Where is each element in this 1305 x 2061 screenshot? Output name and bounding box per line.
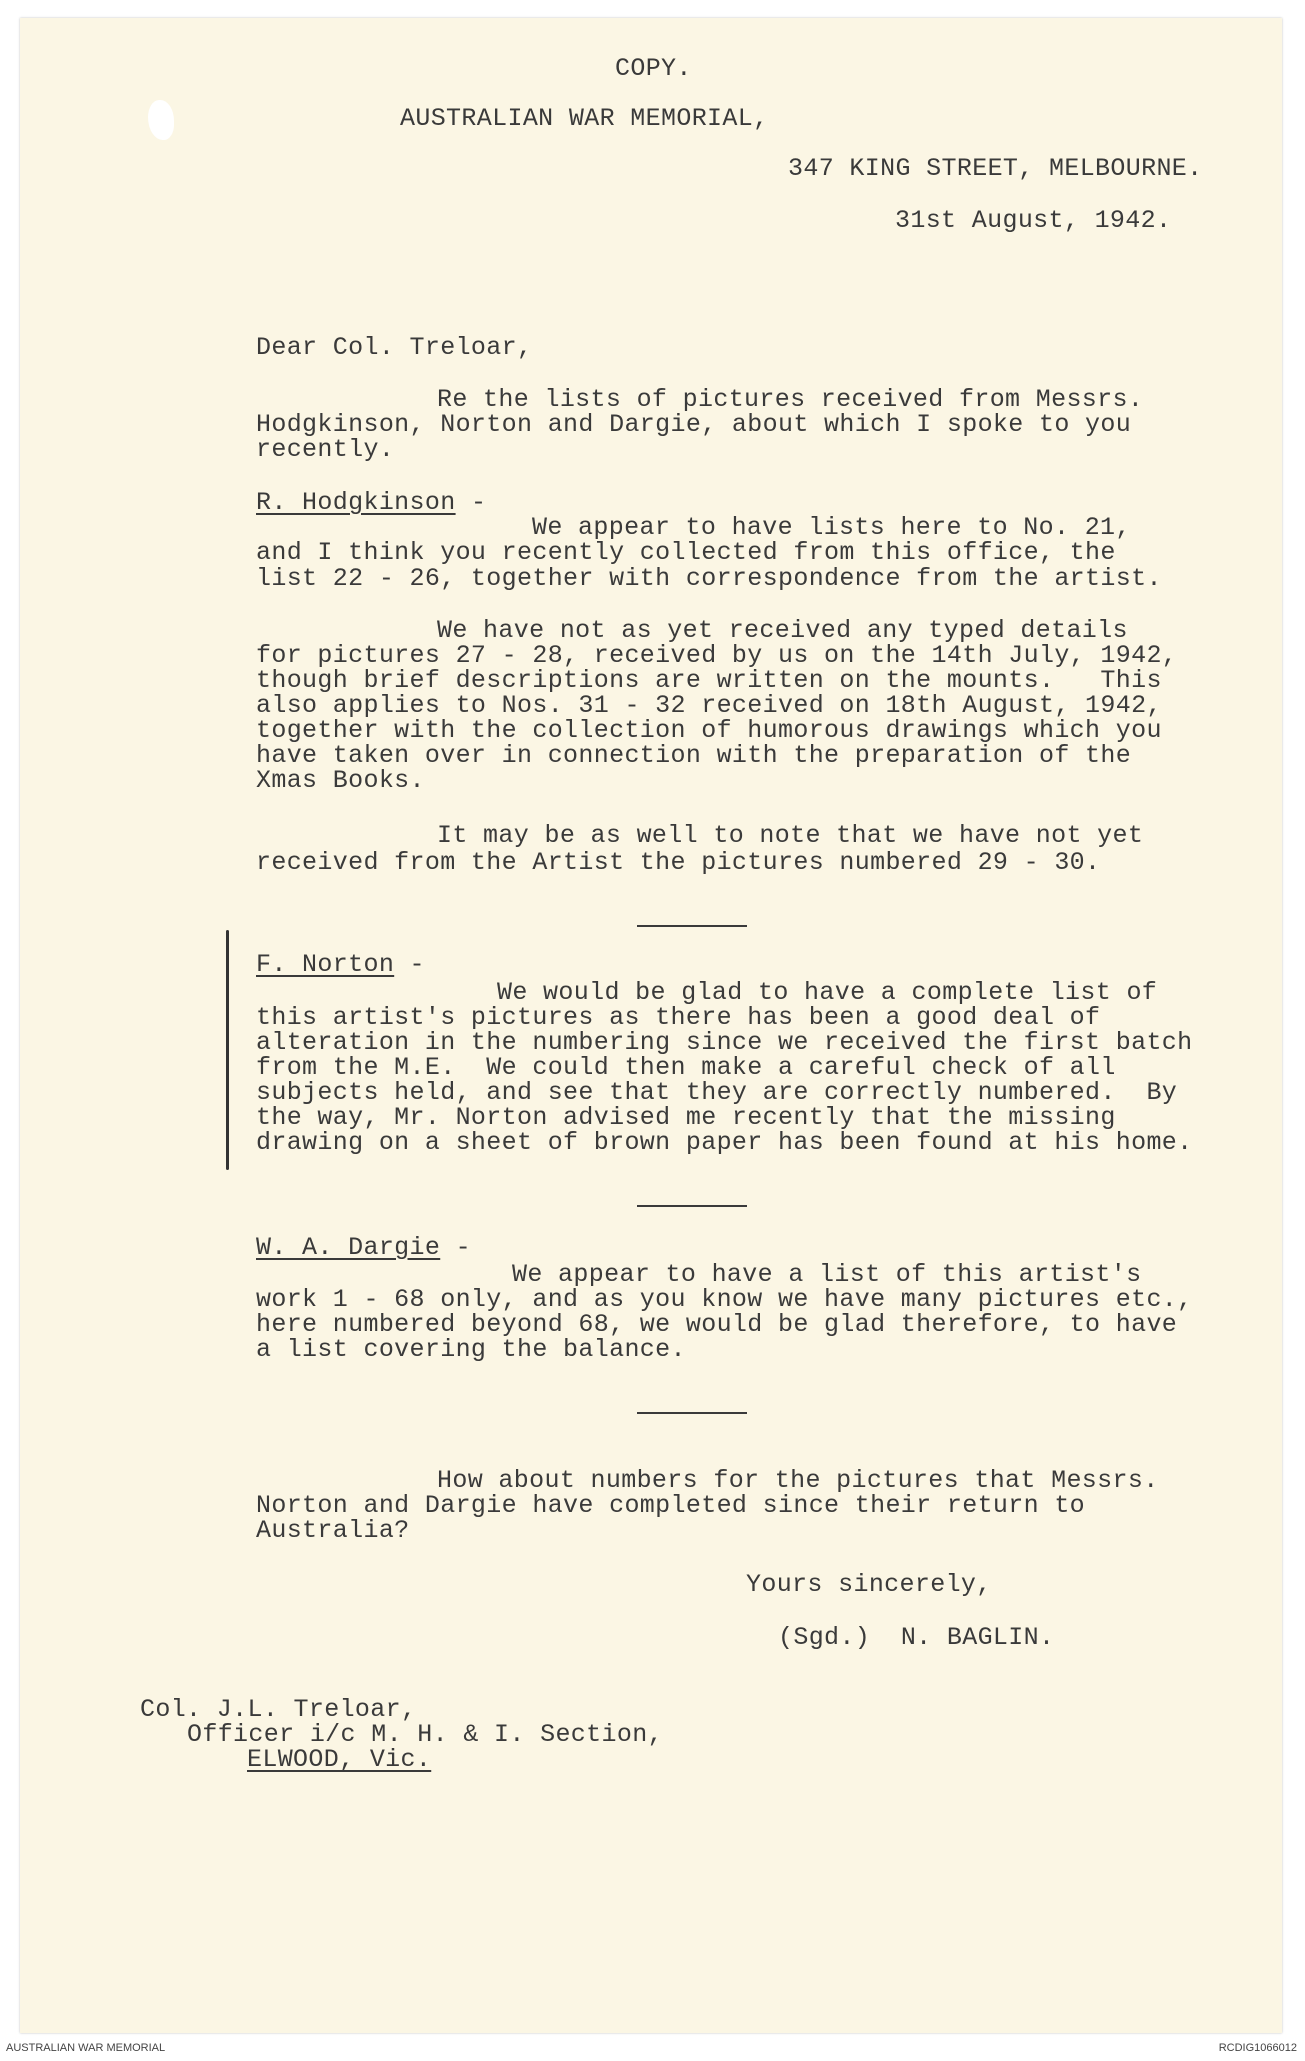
paragraph-line: here numbered beyond 68, we would be glad therefore, to have (256, 1310, 1178, 1339)
paragraph-line: work 1 - 68 only, and as you know we have many pictures etc., (256, 1285, 1193, 1314)
address: 347 KING STREET, MELBOURNE. (788, 154, 1203, 183)
paragraph-line: We appear to have lists here to No. 21, (532, 513, 1131, 542)
paragraph-line: recently. (256, 435, 395, 464)
paragraph-line: list 22 - 26, together with correspondence from the artist. (256, 564, 1162, 593)
salutation: Dear Col. Treloar, (256, 333, 533, 362)
paragraph-line: Re the lists of pictures received from Messrs. (437, 385, 1144, 414)
paragraph-line: this artist's pictures as there has been a good deal of (256, 1003, 1101, 1032)
paragraph-line: alteration in the numbering since we received the first batch (256, 1028, 1193, 1057)
paragraph-line: Hodgkinson, Norton and Dargie, about which I spoke to you (256, 410, 1132, 439)
paragraph-line: a list covering the balance. (256, 1335, 686, 1364)
copy-mark: COPY. (615, 54, 692, 83)
paragraph-line: We have not as yet received any typed details (437, 616, 1128, 645)
section-divider (637, 1205, 747, 1207)
paragraph-line: for pictures 27 - 28, received by us on the 14th July, 1942, (256, 641, 1178, 670)
recipient-location: ELWOOD, Vic. (247, 1745, 432, 1774)
section-heading-hodgkinson: R. Hodgkinson - (256, 488, 487, 517)
paragraph-line: Xmas Books. (256, 766, 425, 795)
signature: (Sgd.) N. BAGLIN. (778, 1623, 1055, 1652)
footer-id: RCDIG1066012 (1218, 2042, 1297, 2054)
paragraph-line: How about numbers for the pictures that Messrs. (437, 1466, 1159, 1495)
section-heading-dargie: W. A. Dargie - (256, 1233, 471, 1262)
section-divider (637, 925, 747, 927)
paragraph-line: drawing on a sheet of brown paper has been found at his home. (256, 1128, 1193, 1157)
footer-collection: AUSTRALIAN WAR MEMORIAL (6, 2042, 166, 2054)
paragraph-line: and I think you recently collected from this office, the (256, 538, 1116, 567)
paragraph-line: We appear to have a list of this artist's (512, 1260, 1142, 1289)
paragraph-line: the way, Mr. Norton advised me recently that the missing (256, 1103, 1116, 1132)
section-divider (637, 1412, 747, 1414)
margin-mark (226, 930, 229, 1170)
letter-date: 31st August, 1942. (895, 206, 1172, 235)
recipient-role: Officer i/c M. H. & I. Section, (187, 1720, 663, 1749)
heading-name: R. Hodgkinson (256, 488, 456, 517)
recipient-name: Col. J.L. Treloar, (140, 1695, 417, 1724)
section-heading-norton: F. Norton - (256, 950, 425, 979)
organisation-name: AUSTRALIAN WAR MEMORIAL, (400, 104, 769, 133)
paragraph-line: also applies to Nos. 31 - 32 received on 18th August, 1942, (256, 691, 1162, 720)
paragraph-line: though brief descriptions are written on the mounts. This (256, 666, 1162, 695)
heading-name: F. Norton (256, 950, 395, 979)
paragraph-line: received from the Artist the pictures numbered 29 - 30. (256, 848, 1101, 877)
valediction: Yours sincerely, (746, 1570, 992, 1599)
paragraph-line: subjects held, and see that they are correctly numbered. By (256, 1078, 1178, 1107)
paragraph-line: It may be as well to note that we have not yet (437, 821, 1144, 850)
paragraph-line: together with the collection of humorous drawings which you (256, 716, 1162, 745)
paragraph-line: have taken over in connection with the preparation of the (256, 741, 1132, 770)
paragraph-line: from the M.E. We could then make a careful check of all (256, 1053, 1116, 1082)
paragraph-line: Norton and Dargie have completed since their return to (256, 1491, 1086, 1520)
paragraph-line: Australia? (256, 1516, 410, 1545)
paragraph-line: We would be glad to have a complete list of (497, 978, 1158, 1007)
heading-name: W. A. Dargie (256, 1233, 441, 1262)
punch-hole (148, 100, 174, 140)
